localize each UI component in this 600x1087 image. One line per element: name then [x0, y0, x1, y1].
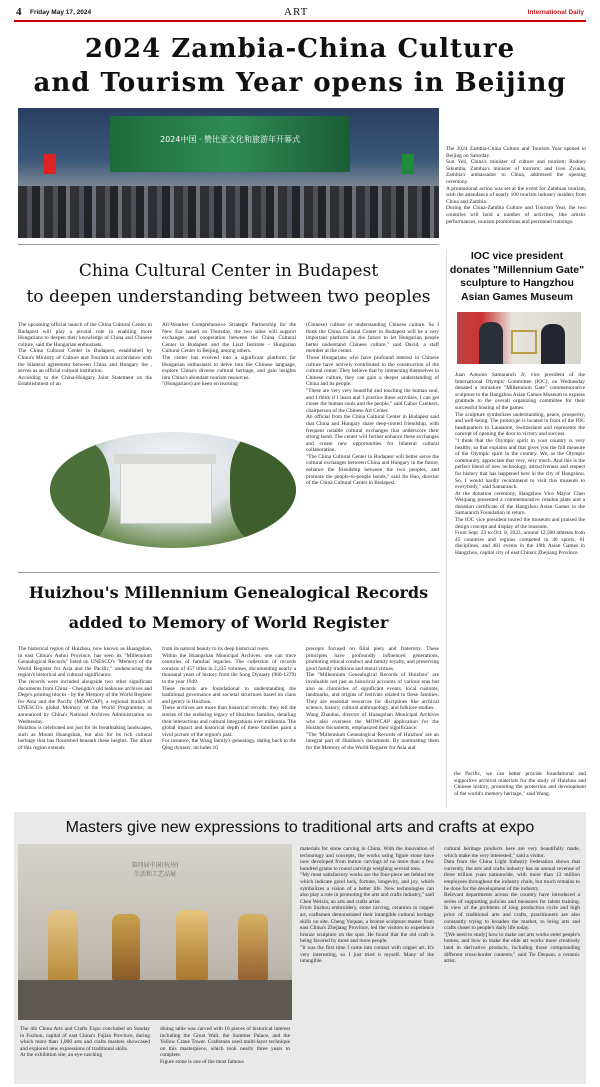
section-name: ART	[284, 6, 309, 18]
building-roof	[114, 454, 216, 464]
sculpture-3	[176, 910, 208, 980]
budapest-col-2: All-Weather Comprehensive Strategic Partnership for the New Era issued on Thursday, the two sides will support exchanges and cooperation between the China Cultural Center in Budapest and the Liszt Institute - Hungarian Cultural Center in Beijing, among others. The center has evolved into a significant platform for Hungarian enthusiasts to delve into the Chinese language, explore China's diverse cultural heritage, and gain insights into China's abundant tourism resources. "(Hungarians) are keen on learning	[162, 322, 296, 388]
budapest-col-1: The upcoming official launch of the China Cultural Center in Budapest will play a pivotal role in enabling more Hungarians to deepen their knowledge of China and Chinese culture, said the Hungarian enthusiasts. The China Cultural Center in Budapest, established by China's Ministry of Culture and Tourism in accordance with the bilateral agreement between China and Hungary the , serves as an official cultural institution. According to the China-Hungary Joint Statement on the Establishment of an	[18, 322, 152, 388]
flag-right	[402, 154, 414, 174]
ioc-sidebar	[446, 250, 587, 808]
huizhou-headline-line2: added to Memory of World Register	[68, 613, 389, 632]
display-plinths	[18, 980, 292, 1020]
ioc-photo	[457, 312, 581, 364]
stage-banner-text: 2024中国 · 赞比亚文化和旅游年开幕式	[160, 135, 300, 144]
trees-left	[50, 442, 110, 542]
page-number: 4	[16, 6, 22, 18]
expo-photo	[18, 844, 292, 1020]
expo-sign: 第四届中国(杭州) 生活和工艺品展	[131, 862, 179, 878]
ioc-headline	[447, 250, 587, 304]
expo-col-1: The 4th China Arts and Crafts Expo concluded on Sunday in Fuzhou, capital of east China's Fujian Province, during which more than 1,000 arts and crafts masters showcased and explored new expressions of traditional skills. At the exhibition site, an eye-catching	[20, 1026, 150, 1059]
masthead-rule	[14, 20, 586, 22]
trees-right	[230, 432, 296, 542]
lead-headline-line2: and Tourism Year opens in Beijing	[33, 68, 567, 98]
expo-col-2: dining table was carved with 16 pieces of historical interest including the Great Wall, the Summer Palace, and the Yellow Crane Tower. Craftsmen used multi-layer technique on this masterpiece, which took nearly three years to complete. Figure stone is one of the most famous	[160, 1026, 290, 1065]
ioc-headline-line1: IOC vice president	[470, 250, 564, 262]
huizhou-headline-line1: Huizhou's Millennium Genealogical Records	[28, 583, 429, 602]
budapest-photo	[50, 432, 296, 548]
huizhou-col-4: the Pacific, we can better provide foundational and supportive archival materials for the study of Huizhou and Chinese history, promoting the protection and development of the world's memory heritage," said Wang.	[454, 771, 586, 797]
expo-headline: Masters give new expressions to traditional arts and crafts at expo	[65, 819, 535, 836]
sculpture-2	[112, 914, 140, 980]
rule-above-huizhou	[18, 572, 439, 573]
audience	[18, 186, 439, 238]
huizhou-col-1: The historical region of Huizhou, now known as Huangshan, in east China's Anhui Province, has seen its "Millennium Genealogical Records" listed on UNESCO's "Memory of the World Register for Asia and the Pacific," underscoring the region's historical and cultural significance. The records were included alongside two other significant documents from China - Chengdu's old teahouse archives and Dege's printing blocks - by the Memory of the World Register for Asia and the Pacific (MOWCAP), a regional branch of UNESCO's global Memory of the World Programme, as announced by China's National Archives Administration on Wednesday. Huizhou is celebrated not just for its breathtaking landscapes, such as Mount Huangshan, but also for its rich cultural heritage that has flourished beneath these heights. The allure of this region extends	[18, 646, 152, 751]
huizhou-headline	[18, 578, 439, 638]
budapest-headline	[18, 258, 439, 310]
flag-left	[44, 154, 56, 174]
budapest-headline-line2: to deepen understanding between two peoples	[26, 287, 431, 307]
paper-name: International Daily	[527, 9, 584, 16]
huizhou-col-2: from its natural beauty to its deep historical roots. Within the Huangshan Municipal Archives, one can trace centuries of familial legacies. The collection of records consists of 457 titles in 2,235 volumes, documenting nearly a thousand years of history from the Song Dynasty (960-1279) to the year 1949. These records are foundational to understanding the traditional governance and societal structures based on clans and gentry in Huizhou. These archives are more than historical records; they tell the stories of the enduring legacy of Huizhou families, detailing their interactions and cultural integrations over millennia. The global impact and historical depth of these families paint a vivid picture of the region's past. For instance, the Wang family's genealogy, dating back to the Qing dynasty, includes 10	[162, 646, 296, 751]
issue-date: Friday May 17, 2024	[30, 9, 92, 16]
person-right	[541, 324, 565, 364]
budapest-headline-line1: China Cultural Center in Budapest	[78, 261, 379, 281]
lead-body: The 2024 Zambia-China Culture and Tourism Year opened in Beijing on Saturday. Sun Yeli, China's minister of culture and tourism; Rodney Sikumba, Zambia's minister of tourism; and Iven Zyuulu, Zambia's ambassador to China, addressed the opening ceremony. A promotional action was set at the event for Zambian tourism, with the attendance of nearly 100 tourism industry insiders from China and Zambia. During the China-Zambia Culture and Tourism Year, the two countries will hold a number of activities, like artistic performances, tourism promotions and personnel trainings.	[446, 146, 586, 225]
sculpture-4	[238, 914, 268, 980]
huizhou-col-3: precepts focused on filial piety and fraternity. These principles have profoundly influenced generations, promoting ethical conduct and family loyalty, and preserving good family traditions and moral virtues. The "Millennium Genealogical Records of Huizhou" are invaluable not just as historical accounts of various eras but also as chronicles of significant events, local customs, landmarks, and origins of festivals related to these families. They are essential resources for disciplines like archival science, history, cultural anthropology, and folklore studies. Wang Zhaohui, director of Huangshan Municipal Archives who also oversees the MOWCAP application for the Huizhou documents, emphasized their significance: "The 'Millennium Genealogical Records of Huizhou' are an integral part of Huizhou's documents. By nominating them for the Memory of the World Register for Asia and	[306, 646, 439, 751]
person-left	[479, 322, 503, 364]
expo-col-4: cultural heritage products here are very beautifully made, which make me very interested," said a visitor. Data from the China Light Industry Federation shows that currently, the arts and crafts industry has an annual revenue of three trillion yuan nationwide, with more than 13 million employees throughout the industry chain, but much remains to be done for the development of the industry. Relevant departments across the country have introduced a series of supporting policies and measures for talent training. In view of the problems of long production cycle and high price of traditional arts and crafts, practitioners are also constantly trying to broaden the market, to bring arts and crafts closer to people's daily life today. "[We need to study] how to make our arts works enter people's homes, and how to make the elite art works more creatively land in derivative products, including those compounding different cross-border contents," said Tie Dequan, a ceramic artist.	[444, 846, 580, 965]
budapest-col-3: (Chinese) culture or understanding Chinese culture. So I think the China Cultural Center in Budapest will be a very important platform in the future to let Hungarian people better understand Chinese culture," said David, a staff member at the center. Those Hungarians who have profound interest in Chinese culture have actively contributed to the construction of the cultural center. They believe that by immersing themselves in Chinese culture, they can gain a deeper understanding of China and its people. "These are very very beautiful and touching the human soul, and I think if I learn and I practice these activities, I can get closer the human souls and the people," said Gabor Czeikers, chairperson of the Chinese Art Center. An official from the China Cultural Center in Budapest said that China and Hungary share deep-rooted friendship, with frequent notable cultural exchanges that underscore their strong bond. The center will further enhance these exchanges and create new opportunities for bilateral cultural collaboration. "The China Cultural Center in Budapest will better serve the cultural exchanges between China and Hungary in the future, enhance the friendship between the two peoples, and promote the people-to-people bonds," said Jin Hao, director of the China Cultural Center in Budapest.	[306, 322, 439, 487]
ioc-headline-line2: donates "Millennium Gate"	[449, 263, 585, 276]
ioc-headline-line4: Asian Games Museum	[460, 290, 574, 303]
building	[120, 462, 212, 524]
expo-section	[14, 812, 586, 1084]
ioc-body: Juan Antonio Samaranch Jr, vice president of the International Olympic Committee (IOC), on Wednesday donated a miniature "Millennium Gate" commemorative sculpture to the Hangzhou Asian Games Museum to express gratitude to the overall organizing committee for their successful hosting of the games. The sculpture symbolizes understanding, peace, prosperity, and well-being. The prototype is located in front of the IOC headquarters in Lausanne, Switzerland and represents the concept of opening the door to victory and success. "I think that the Olympic spirit in your country is very healthy, so that explains and that gives you the full measure of the Olympic spirit in the country. We, as the Olympic community, appreciate that very, very much. And this is the perfect blend of new technology, attractiveness and respect for history that has happened here in the city of Hangzhou. So, I would hardly recommend to visit this museum to everybody," said Samaranch. At the donation ceremony, Hangzhou Vice Mayor Chen Weiqiang presented a commemorative celadon plate and a donation certificate of the Hangzhou Asian Games to the Samaranch Foundation in return. The IOC vice president toured the museum and praised the design concept and display of the museum. From Sept. 23 to Oct. 8, 2023, around 12,500 athletes from 45 countries and regions competed in 40 sports, 61 disciplines, and 481 events in the 19th Asian Games in Hangzhou, capital city of east China's Zhejiang Province.	[455, 372, 585, 557]
lead-headline-line1: 2024 Zambia-China Culture	[84, 34, 516, 64]
sculpture-1	[48, 910, 78, 980]
lead-headline	[14, 32, 586, 100]
lead-photo	[18, 108, 439, 238]
expo-col-3: materials for stone carving in China. With the innovation of technology and concepts, the works using figure stone have now developed from button carvings of no more than a few hundred grams to round carvings weighing several tons. "My most satisfactory works are the four-piece set behind me which indicate good luck, fortune, longevity, and joy, which symbolizes a vision of a better life. New technologies can also play a role in promoting the arts and crafts industry," said Chen Weixin, an arts and crafts artist. From Suzhou embroidery, stone carving, ceramics to copper art, craftsmen demonstrated their intangible cultural heritage skills on site. Cheng Yuquan, a bronze sculpture master from east China's Zhejiang Province, led the visitors to experience bronze sculpture on the spot. He found that the old craft is being favored by more and more people. "It was the first time I came into contact with copper art. It's very interesting, so I just tried it myself. Many of the intangible	[300, 846, 434, 965]
masthead	[14, 6, 586, 20]
sculpture	[511, 330, 537, 354]
ioc-headline-line3: sculpture to Hangzhou	[460, 277, 574, 289]
rule-under-lead	[18, 244, 439, 245]
